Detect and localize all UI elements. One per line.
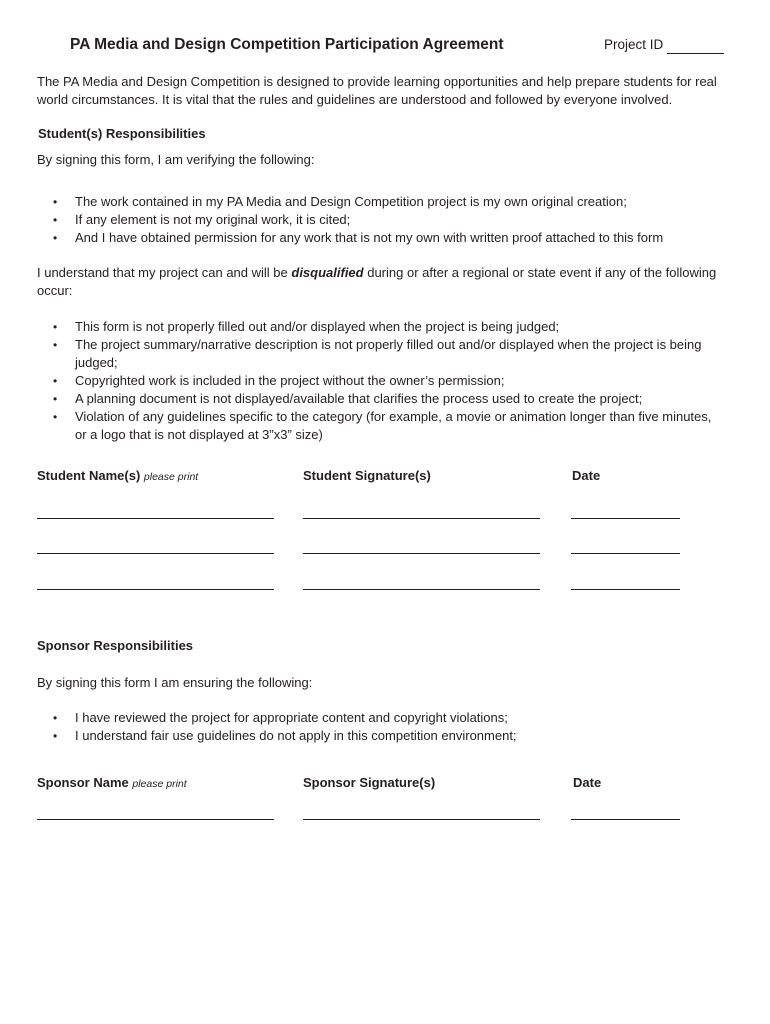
- sponsor-date-field[interactable]: [571, 819, 680, 820]
- student-verification-list: [37, 193, 737, 247]
- bullet-icon: •: [53, 729, 58, 743]
- disqualification-text-before: I understand that my project can and will be: [37, 265, 292, 280]
- bullet-icon: •: [53, 338, 58, 352]
- student-name-label-text: Student Name(s): [37, 468, 141, 483]
- bullet-icon: •: [53, 320, 58, 334]
- student-lead-text: By signing this form, I am verifying the following:: [37, 152, 315, 167]
- sponsor-responsibilities-heading: Sponsor Responsibilities: [37, 638, 194, 653]
- list-item-text: I have reviewed the project for appropriate content and copyright violations;: [75, 710, 508, 725]
- list-item-text: This form is not properly filled out and/or displayed when the project is being judged;: [75, 319, 560, 334]
- list-item: [37, 709, 717, 727]
- list-item-text: The project summary/narrative description is not properly filled out and/or displayed when the project is being judged;: [75, 337, 702, 370]
- bullet-icon: •: [53, 392, 58, 406]
- list-item: [37, 211, 737, 229]
- list-item: [37, 390, 717, 408]
- student-date-label: Date: [572, 468, 601, 483]
- list-item: [37, 193, 737, 211]
- student-name-field-3[interactable]: [37, 589, 274, 590]
- list-item: [37, 372, 717, 390]
- intro-paragraph: The PA Media and Design Competition is designed to provide learning opportunities and help prepare students for real world circumstances. It is vital that the rules and guidelines are understood and followed by everyone involved.: [37, 74, 717, 107]
- bullet-icon: •: [53, 231, 58, 245]
- student-signature-field-2[interactable]: [303, 553, 540, 554]
- student-signature-field-3[interactable]: [303, 589, 540, 590]
- sponsor-name-label: [37, 775, 187, 790]
- bullet-icon: •: [53, 213, 58, 227]
- list-item-text: I understand fair use guidelines do not apply in this competition environment;: [75, 728, 517, 743]
- sponsor-list: [37, 709, 717, 745]
- project-id-field[interactable]: [667, 53, 724, 54]
- please-print-hint: please print: [132, 778, 187, 790]
- sponsor-date-label: Date: [573, 775, 602, 790]
- list-item-text: Violation of any guidelines specific to the category (for example, a movie or animation longer than five minutes, or a logo that is not displayed at 3”x3” size): [75, 409, 712, 442]
- list-item-text: Copyrighted work is included in the project without the owner’s permission;: [75, 373, 505, 388]
- student-name-field-1[interactable]: [37, 518, 274, 519]
- bullet-icon: •: [53, 195, 58, 209]
- sponsor-signature-field[interactable]: [303, 819, 540, 820]
- student-name-label: [37, 468, 198, 483]
- sponsor-signature-label: Sponsor Signature(s): [303, 775, 436, 790]
- student-date-field-3[interactable]: [571, 589, 680, 590]
- disqualification-paragraph: [37, 264, 717, 300]
- disqualification-text-after: during or after a regional or state event if any of the following occur:: [37, 265, 717, 298]
- document-title: PA Media and Design Competition Participation Agreement: [70, 36, 504, 53]
- disqualified-emphasis: disqualified: [291, 265, 364, 280]
- student-responsibilities-heading: Student(s) Responsibilities: [38, 126, 206, 141]
- list-item: [37, 336, 717, 372]
- list-item: [37, 229, 737, 247]
- list-item: [37, 727, 717, 745]
- list-item: [37, 318, 717, 336]
- project-id-label: Project ID: [604, 37, 664, 52]
- bullet-icon: •: [53, 374, 58, 388]
- bullet-icon: •: [53, 711, 58, 725]
- sponsor-name-label-text: Sponsor Name: [37, 775, 129, 790]
- student-signature-field-1[interactable]: [303, 518, 540, 519]
- disqualification-list: [37, 318, 717, 444]
- list-item: [37, 408, 717, 444]
- student-date-field-1[interactable]: [571, 518, 680, 519]
- list-item-text: A planning document is not displayed/available that clarifies the process used to create the project;: [75, 391, 643, 406]
- please-print-hint: please print: [143, 471, 199, 483]
- list-item-text: If any element is not my original work, it is cited;: [75, 212, 351, 227]
- bullet-icon: •: [53, 410, 58, 424]
- student-signature-label: Student Signature(s): [303, 468, 431, 483]
- list-item-text: The work contained in my PA Media and Design Competition project is my own original creation;: [75, 194, 627, 209]
- sponsor-name-field[interactable]: [37, 819, 274, 820]
- sponsor-lead-text: By signing this form I am ensuring the following:: [37, 675, 313, 690]
- student-name-field-2[interactable]: [37, 553, 274, 554]
- student-date-field-2[interactable]: [571, 553, 680, 554]
- list-item-text: And I have obtained permission for any work that is not my own with written proof attached to this form: [75, 230, 664, 245]
